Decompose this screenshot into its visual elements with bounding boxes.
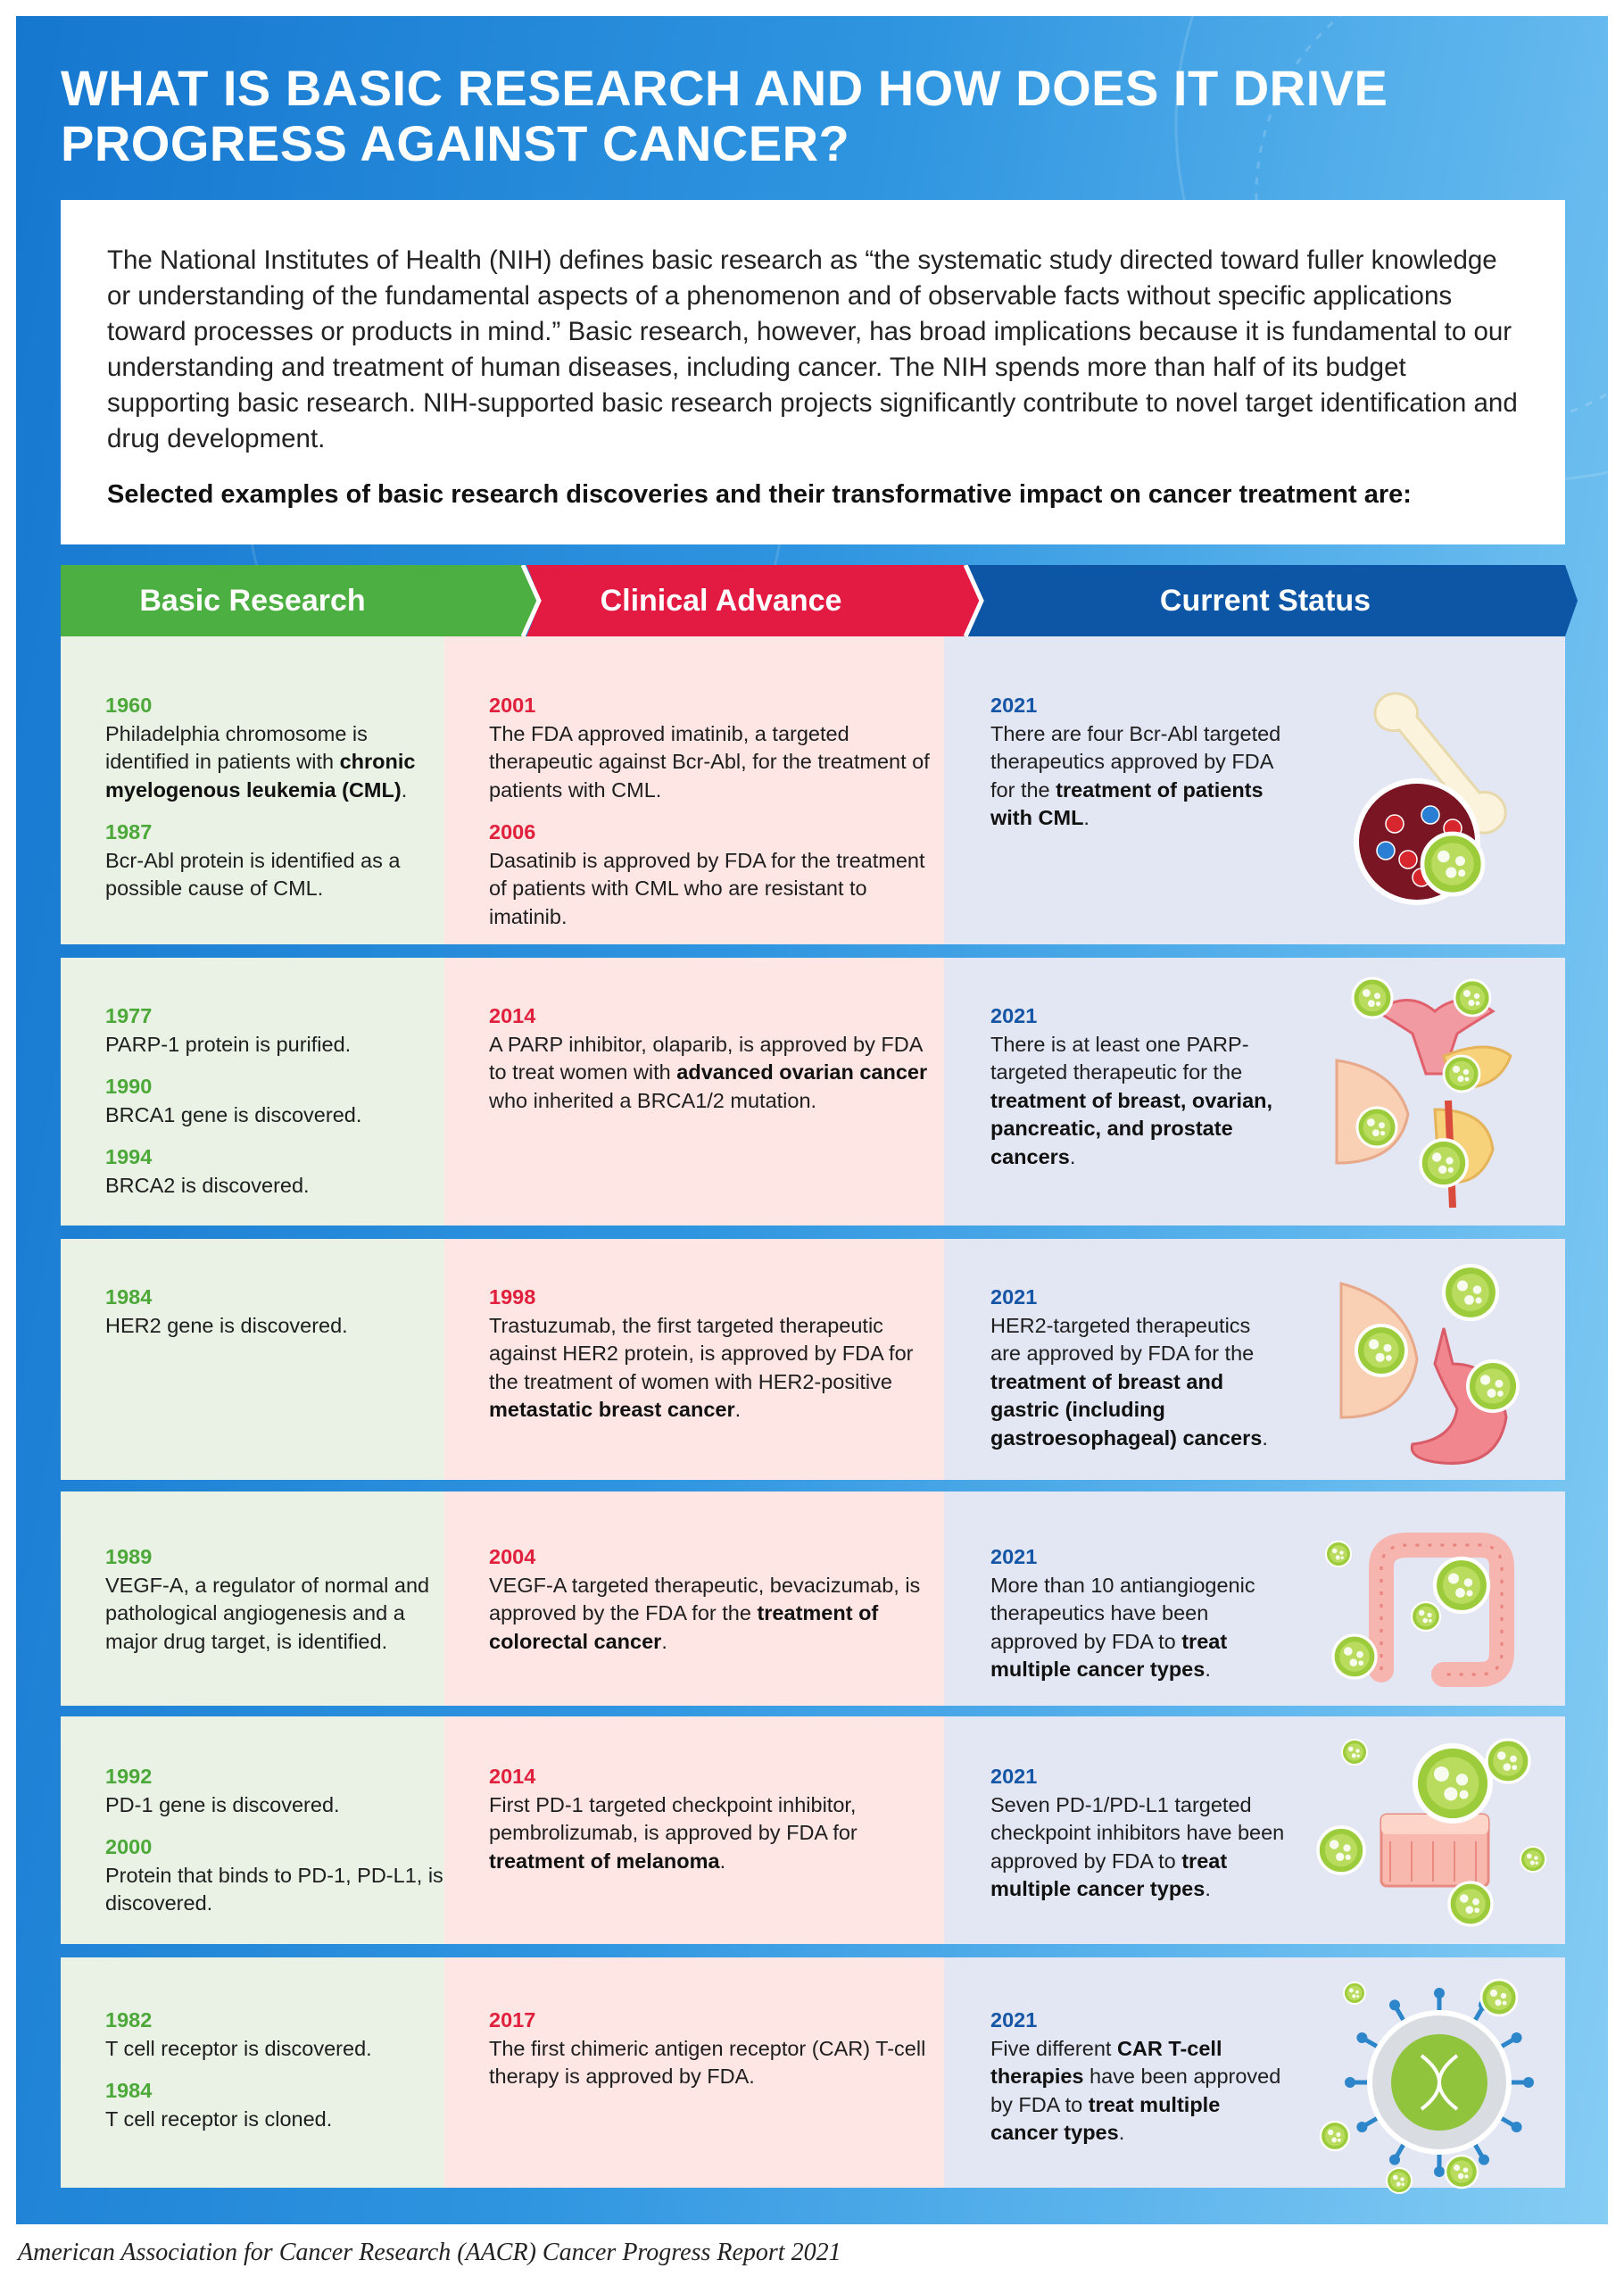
text-segment: VEGF-A, a regulator of normal and pathological angiogenesis and a major drug target, is identified. (105, 1573, 430, 1653)
text-segment: . (661, 1629, 667, 1653)
cancer-cell-icon (1356, 1325, 1406, 1375)
cancer-cell-icon (1353, 978, 1392, 1018)
text-segment: HER2-targeted therapeutics are approved by FDA for the (990, 1313, 1255, 1365)
text-segment: T cell receptor is discovered. (105, 2036, 372, 2060)
text-segment: Philadelphia chromosome is identified in patients with (105, 721, 368, 773)
text-segment: A PARP inhibitor, olaparib, is approved by FDA to treat women with (489, 1032, 923, 1084)
intro-lead: Selected examples of basic research discoveries and their transformative impact on cancer treatment are: (107, 480, 1412, 509)
emphasis-text: treatment of colorectal cancer (489, 1601, 879, 1653)
year-label: 2021 (990, 1545, 1038, 1568)
car-t-cell-icon (1321, 1980, 1534, 2193)
year-label: 1998 (489, 1285, 536, 1309)
emphasis-text: treatment of melanoma (489, 1849, 720, 1873)
skin-tissue-icon (1318, 1740, 1545, 1925)
text-segment: . (1262, 1425, 1268, 1450)
cancer-cell-icon (1487, 1740, 1529, 1782)
text-segment: T cell receptor is cloned. (105, 2106, 333, 2131)
cancer-cell-icon (1449, 1882, 1492, 1925)
text-segment: The FDA approved imatinib, a targeted therapeutic against Bcr-Abl, for the treatment of patients with CML. (489, 721, 930, 802)
year-label: 1992 (105, 1765, 153, 1788)
emphasis-text: advanced ovarian cancer (676, 1060, 928, 1084)
text-segment: Protein that binds to PD-1, PD-L1, is discovered. (105, 1863, 443, 1915)
emphasis-text: treatment of breast and gastric (including gastroesophageal) cancers (990, 1369, 1263, 1450)
text-segment: . (1118, 2121, 1125, 2144)
title-line-2: PROGRESS AGAINST CANCER? (61, 115, 850, 171)
infographic-panel (16, 16, 1608, 2224)
year-label: 2021 (990, 1004, 1038, 1027)
year-label: 1989 (105, 1545, 153, 1568)
year-label: 2021 (990, 694, 1038, 717)
reproductive-organs-icon (1337, 978, 1511, 1208)
year-label: 2021 (990, 1285, 1038, 1309)
illustrations-layer (16, 16, 1608, 2224)
emphasis-text: CAR T-cell therapies (990, 2036, 1222, 2088)
cancer-cell-icon (1481, 1980, 1517, 2015)
text-segment: BRCA2 is discovered. (105, 1173, 310, 1197)
emphasis-text: treatment of patients with CML (990, 777, 1264, 829)
cancer-cell-icon (1333, 1635, 1376, 1678)
text-segment: . (1083, 806, 1090, 829)
emphasis-text: treat multiple cancer types (990, 1629, 1228, 1681)
text-segment: have been approved by FDA to (990, 2065, 1281, 2116)
year-label: 1960 (105, 694, 153, 717)
year-label: 2017 (489, 2008, 536, 2032)
text-segment: VEGF-A targeted therapeutic, bevacizumab, is approved by the FDA for the (489, 1573, 921, 1624)
emphasis-text: treat multiple cancer types (990, 1849, 1228, 1900)
cancer-cell-icon (1454, 980, 1490, 1016)
text-segment: . (401, 777, 408, 802)
year-label: 2014 (489, 1004, 536, 1027)
cancer-cell-icon (1412, 1602, 1440, 1631)
text-segment: Seven PD-1/PD-L1 targeted checkpoint inhibitors have been approved by FDA to (990, 1792, 1285, 1873)
emphasis-text: chronic myelogenous leukemia (CML) (105, 750, 416, 802)
colon-icon (1326, 1541, 1502, 1678)
emphasis-text: metastatic breast cancer (489, 1398, 735, 1421)
text-segment: First PD-1 targeted checkpoint inhibitor, pembrolizumab, is approved by FDA for (489, 1792, 858, 1844)
text-segment: There are four Bcr-Abl targeted therapeutics approved by FDA for the (990, 721, 1281, 802)
cancer-cell-icon (1387, 2168, 1412, 2193)
text-segment: PD-1 gene is discovered. (105, 1792, 340, 1816)
year-label: 1982 (105, 2008, 153, 2032)
year-label: 2001 (489, 694, 536, 717)
breast-stomach-icon (1341, 1266, 1518, 1463)
year-label: 1994 (105, 1145, 153, 1168)
text-segment: More than 10 antiangiogenic therapeutics have been approved by FDA to (990, 1573, 1255, 1653)
footer-citation: American Association for Cancer Research (AACR) Cancer Progress Report 2021 (18, 2239, 841, 2266)
year-label: 2006 (489, 820, 536, 843)
text-segment: The first chimeric antigen receptor (CAR) T-cell therapy is approved by FDA. (489, 2036, 926, 2088)
title-line-1: WHAT IS BASIC RESEARCH AND HOW DOES IT DRIVE (61, 60, 1388, 116)
cancer-cell-icon (1344, 1982, 1365, 2004)
text-segment: Trastuzumab, the first targeted therapeutic against HER2 protein, is approved by FDA for the treatment of women with HER2-positive (489, 1313, 914, 1393)
year-label: 2014 (489, 1765, 536, 1788)
text-segment: Five different (990, 2036, 1117, 2060)
header-current-status: Current Status (1159, 584, 1371, 618)
cancer-cell-icon (1357, 1108, 1396, 1147)
text-segment: . (1205, 1658, 1211, 1681)
text-segment: BRCA1 gene is discovered. (105, 1102, 362, 1126)
intro-paragraph: The National Institutes of Health (NIH) defines basic research as “the systematic study directed toward fuller knowledge or understanding of the fundamental aspects of a phenomenon and of observable facts without specific applications toward processes or products in mind.” Basic research, however, has broad implications because it is fundamental to our understanding and treatment of human diseases, including cancer. The NIH spends more than half of its budget supporting basic research. NIH-supported basic research projects significantly contribute to novel target identification and drug development. (107, 245, 1518, 453)
text-segment: . (1205, 1877, 1211, 1900)
cancer-cell-icon (1444, 1266, 1497, 1319)
cancer-cell-icon (1446, 2156, 1478, 2188)
emphasis-text: treatment of breast, ovarian, pancreatic, and prostate cancers (990, 1088, 1273, 1168)
text-segment: PARP-1 protein is purified. (105, 1032, 352, 1056)
text-segment: There is at least one PARP-targeted therapeutic for the (990, 1032, 1249, 1084)
year-label: 2000 (105, 1835, 153, 1858)
text-segment: HER2 gene is discovered. (105, 1313, 348, 1337)
cancer-cell-icon (1444, 1056, 1479, 1092)
header-basic-research: Basic Research (139, 584, 366, 618)
text-segment: . (1069, 1144, 1076, 1168)
year-label: 2004 (489, 1545, 536, 1568)
cancer-cell-icon (1318, 1827, 1364, 1874)
text-segment: Dasatinib is approved by FDA for the treatment of patients with CML who are resistant to imatinib. (489, 848, 925, 928)
bone-marrow-blood-cells-icon (1356, 694, 1505, 902)
year-label: 1984 (105, 1285, 153, 1309)
year-label: 1977 (105, 1004, 153, 1027)
cancer-cell-icon (1326, 1541, 1351, 1566)
text-segment: Bcr-Abl protein is identified as a possible cause of CML. (105, 848, 401, 900)
year-label: 2021 (990, 1765, 1038, 1788)
year-label: 2021 (990, 2008, 1038, 2032)
cancer-cell-icon (1520, 1847, 1545, 1872)
cancer-cell-icon (1468, 1361, 1518, 1411)
header-clinical-advance: Clinical Advance (600, 584, 842, 618)
text-segment: . (734, 1398, 742, 1421)
year-label: 1984 (105, 2079, 153, 2102)
emphasis-text: treat multiple cancer types (990, 2092, 1221, 2144)
year-label: 1990 (105, 1075, 153, 1098)
year-label: 1987 (105, 820, 153, 843)
cancer-cell-icon (1421, 1140, 1467, 1186)
cancer-cell-icon (1422, 834, 1483, 894)
text-segment: . (719, 1849, 726, 1873)
cancer-cell-icon (1321, 2122, 1349, 2150)
cancer-cell-icon (1342, 1740, 1367, 1765)
text-segment: who inherited a BRCA1/2 mutation. (489, 1088, 817, 1112)
cancer-cell-icon (1415, 1746, 1490, 1821)
cancer-cell-icon (1435, 1558, 1488, 1612)
